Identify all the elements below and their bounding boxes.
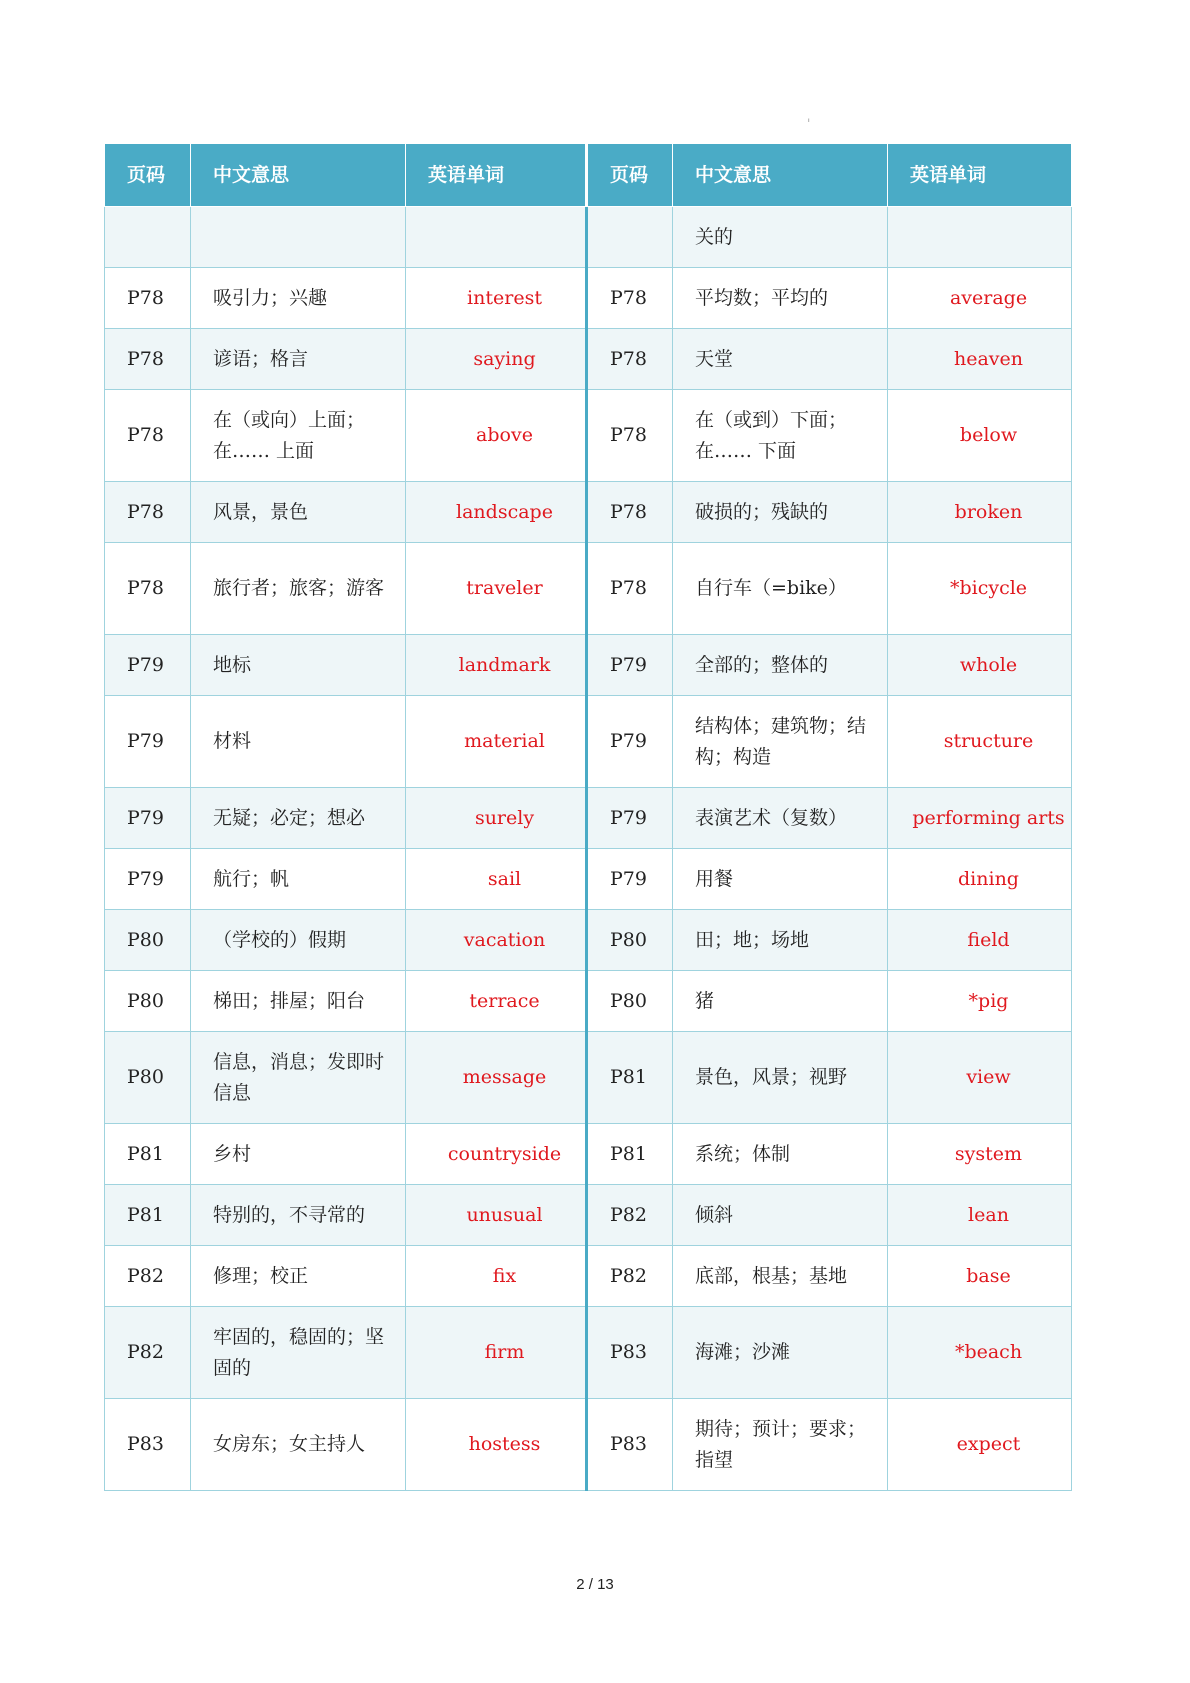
- english-word-cell: below: [888, 390, 1072, 482]
- english-word-cell: hostess: [406, 1399, 587, 1491]
- chinese-meaning-cell: 在（或向）上面；在…… 上面: [191, 390, 406, 482]
- table-row: [105, 543, 1072, 635]
- page-cell: P80: [105, 1032, 191, 1124]
- page-cell: P82: [105, 1246, 191, 1307]
- chinese-meaning-cell: 田；地；场地: [673, 910, 888, 971]
- page-cell: P81: [105, 1185, 191, 1246]
- english-word-cell: structure: [888, 696, 1072, 788]
- chinese-meaning-cell: 在（或到）下面；在…… 下面: [673, 390, 888, 482]
- table-row: [105, 910, 1072, 971]
- english-word-cell: traveler: [406, 543, 587, 635]
- english-word-cell: *pig: [888, 971, 1072, 1032]
- english-word-cell: performing arts: [888, 788, 1072, 849]
- page-number: 2 / 13: [576, 1576, 614, 1593]
- table-body: [105, 207, 1072, 1491]
- table-row: [105, 482, 1072, 543]
- chinese-meaning-cell: 平均数；平均的: [673, 268, 888, 329]
- english-word-cell: landmark: [406, 635, 587, 696]
- header-english: 英语单词: [406, 144, 587, 207]
- english-word-cell: lean: [888, 1185, 1072, 1246]
- table-row: [105, 1307, 1072, 1399]
- chinese-meaning-cell: 景色，风景；视野: [673, 1032, 888, 1124]
- page-cell: P79: [105, 635, 191, 696]
- english-word-cell: dining: [888, 849, 1072, 910]
- vocabulary-table: [104, 143, 1072, 1491]
- chinese-meaning-cell: 关的: [673, 207, 888, 268]
- chinese-meaning-cell: 系统；体制: [673, 1124, 888, 1185]
- english-word-cell: expect: [888, 1399, 1072, 1491]
- chinese-meaning-cell: [191, 207, 406, 268]
- header-page: 页码: [105, 144, 191, 207]
- english-word-cell: landscape: [406, 482, 587, 543]
- english-word-cell: material: [406, 696, 587, 788]
- page-cell: P78: [587, 482, 673, 543]
- chinese-meaning-cell: 破损的；残缺的: [673, 482, 888, 543]
- page-cell: P80: [587, 971, 673, 1032]
- page-cell: P78: [587, 390, 673, 482]
- table-row: [105, 329, 1072, 390]
- chinese-meaning-cell: 修理；校正: [191, 1246, 406, 1307]
- chinese-meaning-cell: 信息，消息；发即时信息: [191, 1032, 406, 1124]
- chinese-meaning-cell: 天堂: [673, 329, 888, 390]
- table-row: [105, 849, 1072, 910]
- page-cell: P79: [587, 849, 673, 910]
- chinese-meaning-cell: 旅行者；旅客；游客: [191, 543, 406, 635]
- chinese-meaning-cell: 乡村: [191, 1124, 406, 1185]
- english-word-cell: vacation: [406, 910, 587, 971]
- page-cell: P81: [587, 1124, 673, 1185]
- chinese-meaning-cell: 倾斜: [673, 1185, 888, 1246]
- chinese-meaning-cell: 特别的，不寻常的: [191, 1185, 406, 1246]
- english-word-cell: saying: [406, 329, 587, 390]
- table-row: [105, 1124, 1072, 1185]
- page-cell: P80: [105, 910, 191, 971]
- table-row: [105, 1246, 1072, 1307]
- page-cell: P79: [105, 696, 191, 788]
- english-word-cell: [888, 207, 1072, 268]
- chinese-meaning-cell: （学校的）假期: [191, 910, 406, 971]
- table-row: [105, 971, 1072, 1032]
- english-word-cell: firm: [406, 1307, 587, 1399]
- page-cell: P79: [105, 849, 191, 910]
- table-header: [105, 144, 1072, 207]
- chinese-meaning-cell: 吸引力；兴趣: [191, 268, 406, 329]
- english-word-cell: *bicycle: [888, 543, 1072, 635]
- chinese-meaning-cell: 海滩；沙滩: [673, 1307, 888, 1399]
- chinese-meaning-cell: 全部的；整体的: [673, 635, 888, 696]
- chinese-meaning-cell: 底部，根基；基地: [673, 1246, 888, 1307]
- page-cell: P81: [105, 1124, 191, 1185]
- page-cell: P82: [105, 1307, 191, 1399]
- english-word-cell: heaven: [888, 329, 1072, 390]
- chinese-meaning-cell: 期待；预计；要求；指望: [673, 1399, 888, 1491]
- english-word-cell: [406, 207, 587, 268]
- page-cell: P78: [105, 543, 191, 635]
- tiny-mark: ı: [808, 118, 810, 124]
- page-cell: P83: [587, 1307, 673, 1399]
- english-word-cell: message: [406, 1032, 587, 1124]
- table-row: [105, 1399, 1072, 1491]
- chinese-meaning-cell: 梯田；排屋；阳台: [191, 971, 406, 1032]
- chinese-meaning-cell: 猪: [673, 971, 888, 1032]
- page-cell: P83: [105, 1399, 191, 1491]
- table-row: [105, 635, 1072, 696]
- table-row: [105, 1032, 1072, 1124]
- english-word-cell: above: [406, 390, 587, 482]
- header-chinese: 中文意思: [191, 144, 406, 207]
- chinese-meaning-cell: 风景，景色: [191, 482, 406, 543]
- page-cell: P78: [587, 543, 673, 635]
- english-word-cell: unusual: [406, 1185, 587, 1246]
- page-cell: P80: [105, 971, 191, 1032]
- table-row: [105, 788, 1072, 849]
- chinese-meaning-cell: 谚语；格言: [191, 329, 406, 390]
- chinese-meaning-cell: 牢固的，稳固的；坚固的: [191, 1307, 406, 1399]
- header-chinese-2: 中文意思: [673, 144, 888, 207]
- english-word-cell: interest: [406, 268, 587, 329]
- chinese-meaning-cell: 地标: [191, 635, 406, 696]
- page-cell: P81: [587, 1032, 673, 1124]
- chinese-meaning-cell: 结构体；建筑物；结构；构造: [673, 696, 888, 788]
- chinese-meaning-cell: 自行车（=bike）: [673, 543, 888, 635]
- table-row: [105, 390, 1072, 482]
- chinese-meaning-cell: 航行；帆: [191, 849, 406, 910]
- english-word-cell: surely: [406, 788, 587, 849]
- page-cell: P78: [105, 329, 191, 390]
- english-word-cell: view: [888, 1032, 1072, 1124]
- english-word-cell: system: [888, 1124, 1072, 1185]
- page-cell: P79: [105, 788, 191, 849]
- english-word-cell: average: [888, 268, 1072, 329]
- english-word-cell: broken: [888, 482, 1072, 543]
- page-cell: P78: [105, 390, 191, 482]
- page-cell: P78: [105, 268, 191, 329]
- chinese-meaning-cell: 用餐: [673, 849, 888, 910]
- english-word-cell: countryside: [406, 1124, 587, 1185]
- table-row: [105, 1185, 1072, 1246]
- english-word-cell: terrace: [406, 971, 587, 1032]
- table-row: [105, 207, 1072, 268]
- page-cell: P79: [587, 635, 673, 696]
- english-word-cell: base: [888, 1246, 1072, 1307]
- english-word-cell: field: [888, 910, 1072, 971]
- chinese-meaning-cell: 女房东；女主持人: [191, 1399, 406, 1491]
- page-cell: P80: [587, 910, 673, 971]
- chinese-meaning-cell: 表演艺术（复数）: [673, 788, 888, 849]
- page-cell: P78: [587, 329, 673, 390]
- chinese-meaning-cell: 无疑；必定；想必: [191, 788, 406, 849]
- english-word-cell: *beach: [888, 1307, 1072, 1399]
- chinese-meaning-cell: 材料: [191, 696, 406, 788]
- english-word-cell: sail: [406, 849, 587, 910]
- page-cell: P78: [105, 482, 191, 543]
- header-english-2: 英语单词: [888, 144, 1072, 207]
- page-cell: P83: [587, 1399, 673, 1491]
- table-row: [105, 268, 1072, 329]
- page-cell: [587, 207, 673, 268]
- page-cell: P82: [587, 1185, 673, 1246]
- page-cell: P78: [587, 268, 673, 329]
- english-word-cell: whole: [888, 635, 1072, 696]
- page-cell: P82: [587, 1246, 673, 1307]
- table-row: [105, 696, 1072, 788]
- page-cell: P79: [587, 696, 673, 788]
- page-cell: [105, 207, 191, 268]
- page-cell: P79: [587, 788, 673, 849]
- header-page-2: 页码: [587, 144, 673, 207]
- english-word-cell: fix: [406, 1246, 587, 1307]
